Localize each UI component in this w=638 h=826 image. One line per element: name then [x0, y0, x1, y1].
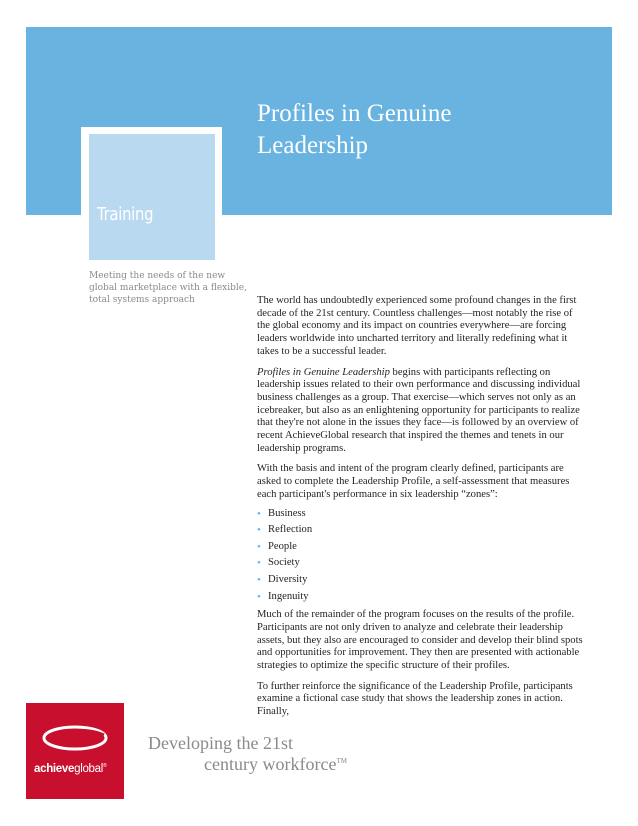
program-name: Profiles in Genuine Leadership [257, 366, 390, 378]
bullet-icon: • [257, 557, 261, 570]
tagline-line-2: century workforce [204, 754, 337, 774]
tagline-line-1: Developing the 21st [148, 733, 293, 753]
list-item [257, 506, 587, 523]
document-title [257, 98, 557, 162]
registered-mark: ® [103, 763, 107, 770]
list-item [257, 522, 587, 539]
bullet-icon: • [257, 507, 261, 520]
paragraph-results: Much of the remainder of the program focuses on the results of the profile. Participants are not only driven to analyze and celebrate their leadership assets, but they also are encouraged to consider and develop their blind spots and opportunities for improvement. They then are presented with actionable strategies to optimize the specific structure of their profiles. [257, 609, 583, 671]
bullet-icon: • [257, 573, 261, 586]
paragraph-overview-text: begins with participants reflecting on leadership issues related to their own performance and discussing individual business challenges as a group. That exercise—which serves not only as an icebreaker, but also as an enlightening opportunity for participants to realize that they're not alone in the issues they face—is followed by an overview of recent AchieveGlobal research that inspired the themes and tenets in our leadership programs. [257, 366, 581, 454]
bullet-icon: • [257, 540, 261, 553]
logo-part-2: global [74, 763, 104, 775]
zone-label: Society [268, 557, 300, 569]
paragraph-profile-intro: With the basis and intent of the program clearly defined, participants are asked to complete the Leadership Profile, a self-assessment that measures each participant's performance in six leadership “zones”: [257, 463, 570, 500]
tagline-line-2-wrap [148, 752, 347, 773]
list-item [257, 539, 587, 556]
body-copy [257, 295, 587, 727]
sidebar-tagline: Meeting the needs of the new global marketplace with a flexible, total systems approach [89, 271, 247, 305]
title-line-2: Leadership [257, 132, 369, 159]
list-item [257, 555, 587, 572]
title-line-1: Profiles in Genuine [257, 100, 452, 127]
zone-label: Reflection [268, 524, 313, 536]
footer-tagline [148, 734, 347, 773]
zone-label: Diversity [268, 573, 308, 585]
bullet-icon: • [257, 524, 261, 537]
logo-part-1: achieve [34, 763, 75, 775]
paragraph-intro: The world has undoubtedly experienced some profound changes in the first decade of the 21st century. Countless challenges—most notably the rise of the global economy and its impact on countries everywhere—are forcing leaders worldwide into uncharted territory and literally redefining what it takes to be a successful leader. [257, 295, 577, 357]
list-item [257, 572, 587, 589]
category-box [89, 134, 215, 260]
logo-wordmark [34, 763, 106, 775]
paragraph-program-overview [257, 367, 587, 456]
trademark-mark: TM [336, 757, 347, 765]
zone-label: Business [268, 507, 306, 519]
list-item [257, 589, 587, 606]
paragraph-case-study: To further reinforce the significance of the Leadership Profile, participants examine a fictional case study that shows the leadership zones in action. Finally, [257, 680, 573, 718]
bullet-icon: • [257, 590, 261, 603]
zone-label: People [268, 540, 297, 552]
zone-label: Ingenuity [268, 590, 309, 602]
category-label: Training [97, 204, 154, 225]
swoosh-icon [40, 723, 110, 753]
zones-list [257, 506, 587, 606]
achieveglobal-logo [26, 703, 124, 799]
